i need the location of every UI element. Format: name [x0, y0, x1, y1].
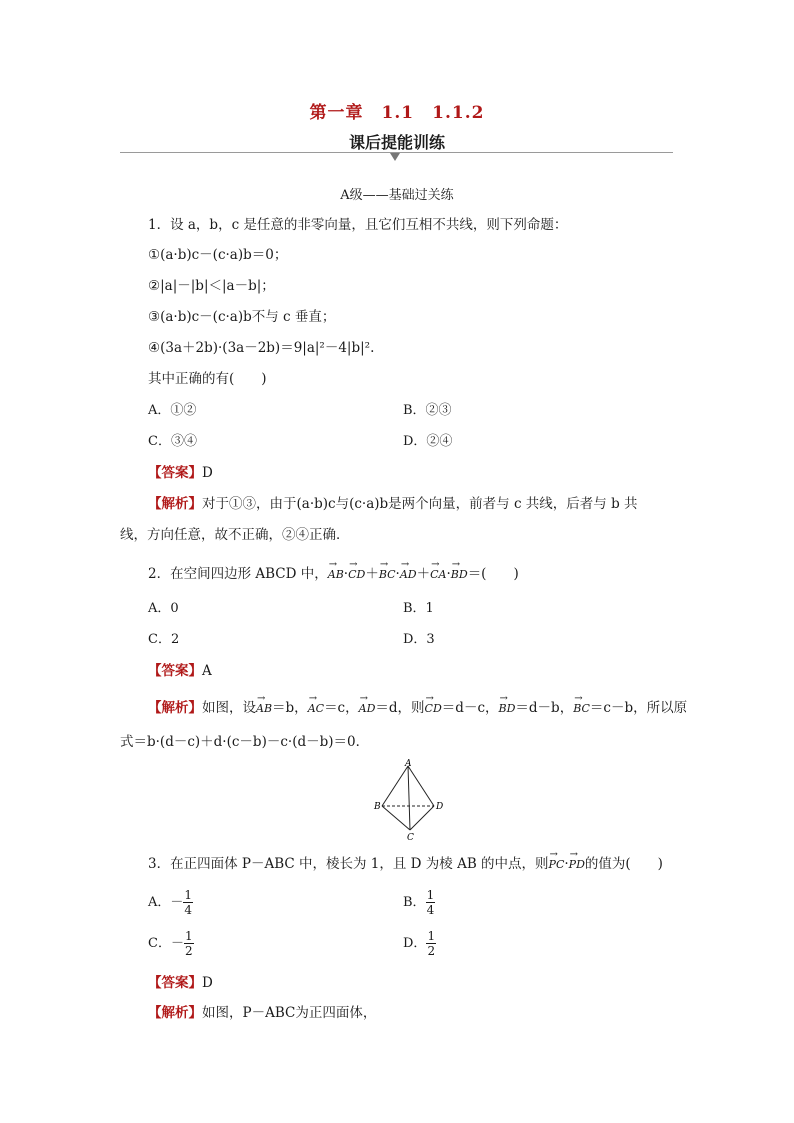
vector-ac: → AC — [308, 700, 324, 718]
vector-ab: → AB — [328, 566, 344, 584]
vertex-label-c: C — [407, 833, 414, 843]
q2-analysis-line-2: 式＝b·(d－c)＋d·(c－b)－c·(d－b)＝0． — [120, 734, 370, 750]
answer-value: D — [202, 465, 213, 481]
tetrahedron-figure — [370, 758, 450, 844]
vertex-label-d: D — [436, 802, 444, 812]
vector-cd: → CD — [348, 566, 365, 584]
analysis-text: ＝c－b，所以原 — [589, 700, 688, 716]
numerator: 1 — [184, 929, 193, 943]
edge-ab — [382, 766, 408, 806]
option-label: D． — [403, 936, 427, 951]
divider-triangle-icon — [390, 153, 400, 161]
analysis-text: ＝c， — [324, 700, 359, 716]
fraction — [426, 929, 436, 958]
vector-cd: → CD — [425, 700, 442, 718]
numerator: 1 — [184, 888, 193, 902]
vector-bc: → BC — [573, 700, 590, 718]
fraction — [184, 929, 194, 958]
denominator: 2 — [184, 944, 193, 958]
option-label: A．－ — [148, 895, 184, 910]
analysis-text: ＝d－b， — [515, 700, 574, 716]
analysis-tag: 【解析】 — [148, 1005, 202, 1021]
vector-ad: → AD — [359, 700, 376, 718]
denominator: 4 — [426, 903, 435, 917]
q1-question: 其中正确的有( ) — [148, 371, 267, 387]
q1-analysis-line-1 — [148, 495, 638, 513]
q2-option-a: A．0 — [148, 601, 179, 616]
q2-answer — [148, 662, 212, 680]
analysis-text: ＝b， — [272, 700, 308, 716]
numerator: 1 — [426, 888, 435, 902]
vertex-label-a: A — [405, 759, 412, 769]
q2-option-d: D．3 — [403, 632, 435, 647]
q3-stem-end: 的值为( ) — [584, 856, 663, 872]
edge-ad — [408, 766, 434, 806]
analysis-text: 如图，P－ABC为正四面体， — [202, 1005, 377, 1021]
chapter-title: 第一章 1.1 1.1.2 — [309, 103, 485, 123]
page-subtitle: 课后提能训练 — [348, 133, 445, 152]
q3-option-a — [148, 888, 193, 917]
q1-option-a: A．①② — [148, 403, 197, 418]
answer-tag: 【答案】 — [148, 663, 202, 679]
vector-bd: → BD — [451, 566, 468, 584]
edge-cd — [410, 806, 434, 830]
fraction — [426, 888, 436, 917]
denominator: 2 — [427, 944, 436, 958]
q3-option-d — [403, 929, 436, 958]
q1-option-d: D．②④ — [403, 434, 453, 449]
analysis-tag: 【解析】 — [148, 700, 202, 716]
q1-proposition-4: ④(3a＋2b)·(3a－2b)＝9|a|²－4|b|². — [148, 340, 375, 356]
vector-pd: → PD — [569, 856, 585, 874]
vector-ab: → AB — [256, 700, 272, 718]
option-label: C．－ — [148, 936, 184, 951]
answer-value: A — [202, 663, 212, 679]
option-label: B． — [403, 895, 426, 910]
q1-analysis-line-2: 线，方向任意，故不正确，②④正确． — [120, 527, 350, 543]
q1-option-b: B．②③ — [403, 403, 452, 418]
q2-analysis-line-1 — [148, 699, 687, 718]
q3-answer — [148, 974, 213, 992]
analysis-text: ＝d，则 — [375, 700, 425, 716]
numerator: 1 — [427, 929, 436, 943]
vertex-label-b: B — [374, 802, 381, 812]
q3-stem-text: 3．在正四面体 P－ABC 中，棱长为 1，且 D 为棱 AB 的中点，则 — [148, 856, 549, 872]
analysis-text: 如图，设 — [202, 700, 256, 716]
analysis-tag: 【解析】 — [148, 496, 202, 512]
vector-bc: → BC — [379, 566, 396, 584]
analysis-text: 对于①③，由于(a·b)c与(c·a)b是两个向量，前者与 c 共线，后者与 b 共 — [202, 496, 638, 512]
q1-proposition-1: ①(a·b)c－(c·a)b＝0； — [148, 247, 288, 263]
denominator: 4 — [184, 903, 193, 917]
answer-value: D — [202, 975, 213, 991]
level-title: A级——基础过关练 — [340, 188, 454, 203]
q1-stem: 1．设 a，b，c 是任意的非零向量，且它们互相不共线，则下列命题： — [148, 217, 568, 233]
q1-answer — [148, 464, 213, 482]
edge-ac — [408, 766, 410, 830]
vector-bd: → BD — [499, 700, 516, 718]
vector-ad: → AD — [400, 566, 417, 584]
vector-ca: → CA — [430, 566, 446, 584]
fraction — [183, 888, 193, 917]
analysis-text: ＝d－c， — [441, 700, 499, 716]
q1-proposition-3: ③(a·b)c－(c·a)b不与 c 垂直； — [148, 309, 336, 325]
q3-stem: 3．在正四面体 P－ABC 中，棱长为 1，且 D 为棱 AB 的中点，则→ PC·→ PD的值为( ) — [148, 855, 663, 874]
q2-stem: 2．在空间四边形 ABCD 中，→ AB·→ CD＋→ BC·→ AD＋→ CA·→ BD＝( ) — [148, 565, 519, 584]
q1-option-c: C．③④ — [148, 434, 197, 449]
answer-tag: 【答案】 — [148, 465, 202, 481]
answer-tag: 【答案】 — [148, 975, 202, 991]
vector-pc: → PC — [549, 856, 565, 874]
q1-proposition-2: ②|a|－|b|＜|a－b|； — [148, 278, 275, 294]
q2-stem-end: ＝( ) — [467, 566, 519, 582]
q2-option-b: B．1 — [403, 601, 434, 616]
q3-analysis-line-1 — [148, 1004, 376, 1022]
q3-option-b — [403, 888, 435, 917]
edge-bc — [382, 806, 410, 830]
q2-option-c: C．2 — [148, 632, 180, 647]
q2-stem-text: 2．在空间四边形 ABCD 中， — [148, 566, 328, 582]
q3-option-c — [148, 929, 194, 958]
